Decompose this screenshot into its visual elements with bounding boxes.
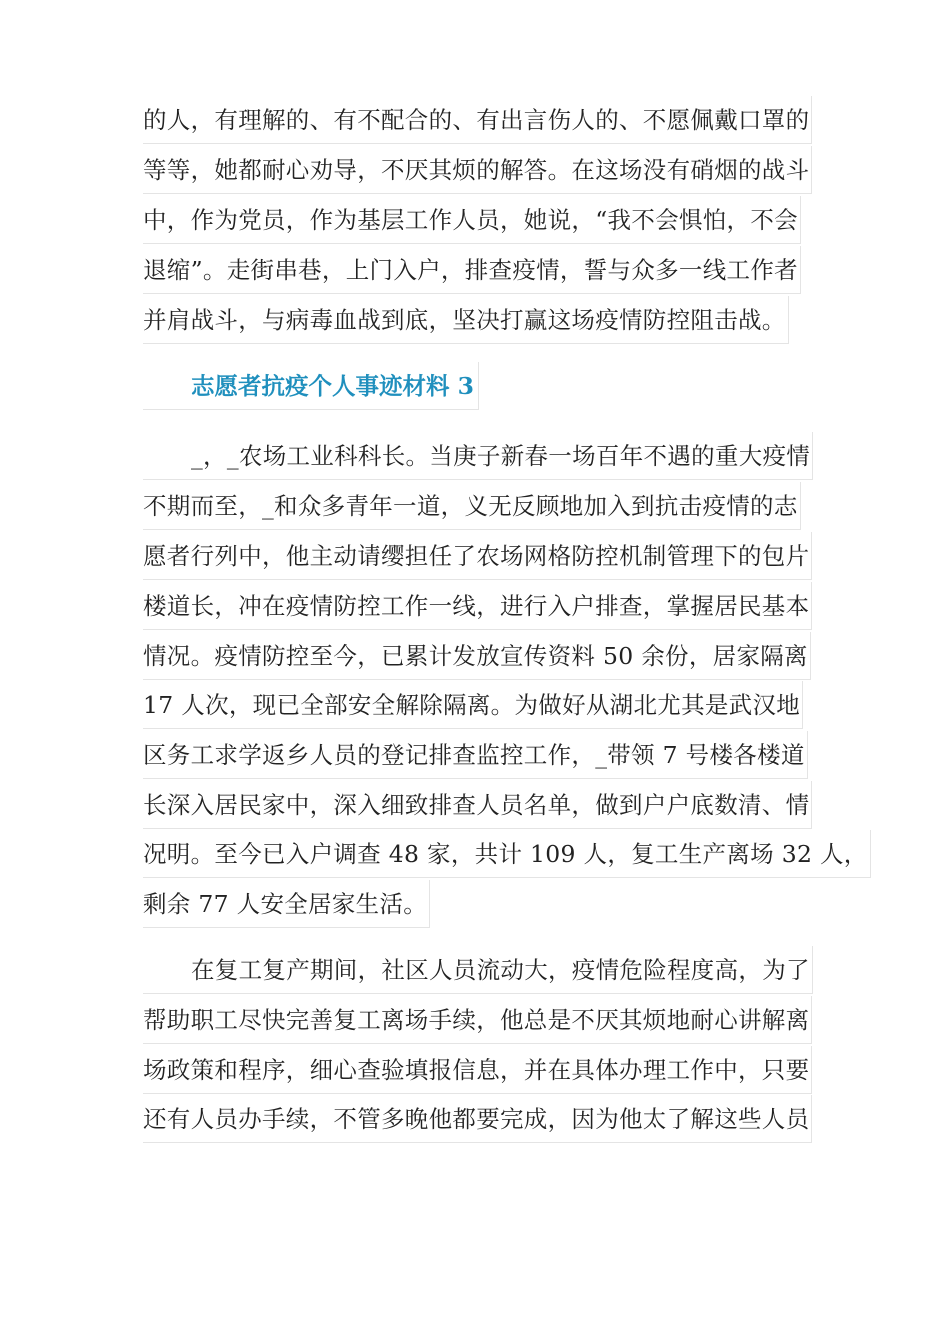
- paragraph-2-line: 长深入居民家中，深入细致排查人员名单，做到户户底数清、情: [143, 781, 812, 829]
- paragraph-2-line: 愿者行列中，他主动请缨担任了农场网格防控机制管理下的包片: [143, 532, 812, 580]
- paragraph-2-line: 剩余 77 人安全居家生活。: [143, 880, 430, 928]
- paragraph-1-line: 退缩”。走街串巷，上门入户，排查疫情，誓与众多一线工作者: [143, 246, 801, 294]
- paragraph-2-line: 楼道长，冲在疫情防控工作一线，进行入户排查，掌握居民基本: [143, 582, 812, 630]
- paragraph-1-line: 等等，她都耐心劝导，不厌其烦的解答。在这场没有硝烟的战斗: [143, 146, 812, 194]
- section-heading: 志愿者抗疫个人事迹材料 3: [143, 362, 479, 410]
- paragraph-3-line: 在复工复产期间，社区人员流动大，疫情危险程度高，为了: [143, 946, 813, 994]
- paragraph-2-line: 不期而至，_和众多青年一道，义无反顾地加入到抗击疫情的志: [143, 482, 801, 530]
- paragraph-1-line: 并肩战斗，与病毒血战到底，坚决打赢这场疫情防控阻击战。: [143, 296, 789, 344]
- paragraph-2-line: 况明。至今已入户调查 48 家，共计 109 人，复工生产离场 32 人，: [143, 830, 871, 878]
- paragraph-2-line: 情况。疫情防控至今，已累计发放宣传资料 50 余份，居家隔离: [143, 632, 811, 680]
- paragraph-2-line: 区务工求学返乡人员的登记排查监控工作，_带领 7 号楼各楼道: [143, 731, 808, 779]
- paragraph-3-line: 帮助职工尽快完善复工离场手续，他总是不厌其烦地耐心讲解离: [143, 996, 812, 1044]
- paragraph-3-line: 还有人员办手续，不管多晚他都要完成，因为他太了解这些人员: [143, 1095, 812, 1143]
- paragraph-2-line: _，_农场工业科科长。当庚子新春一场百年不遇的重大疫情: [143, 432, 813, 480]
- paragraph-1-line: 的人，有理解的、有不配合的、有出言伤人的、不愿佩戴口罩的: [143, 96, 812, 144]
- paragraph-3-line: 场政策和程序，细心查验填报信息，并在具体办理工作中，只要: [143, 1046, 812, 1094]
- paragraph-1-line: 中，作为党员，作为基层工作人员，她说，“我不会惧怕，不会: [143, 196, 801, 244]
- paragraph-2-line: 17 人次，现已全部安全解除隔离。为做好从湖北尤其是武汉地: [143, 681, 803, 729]
